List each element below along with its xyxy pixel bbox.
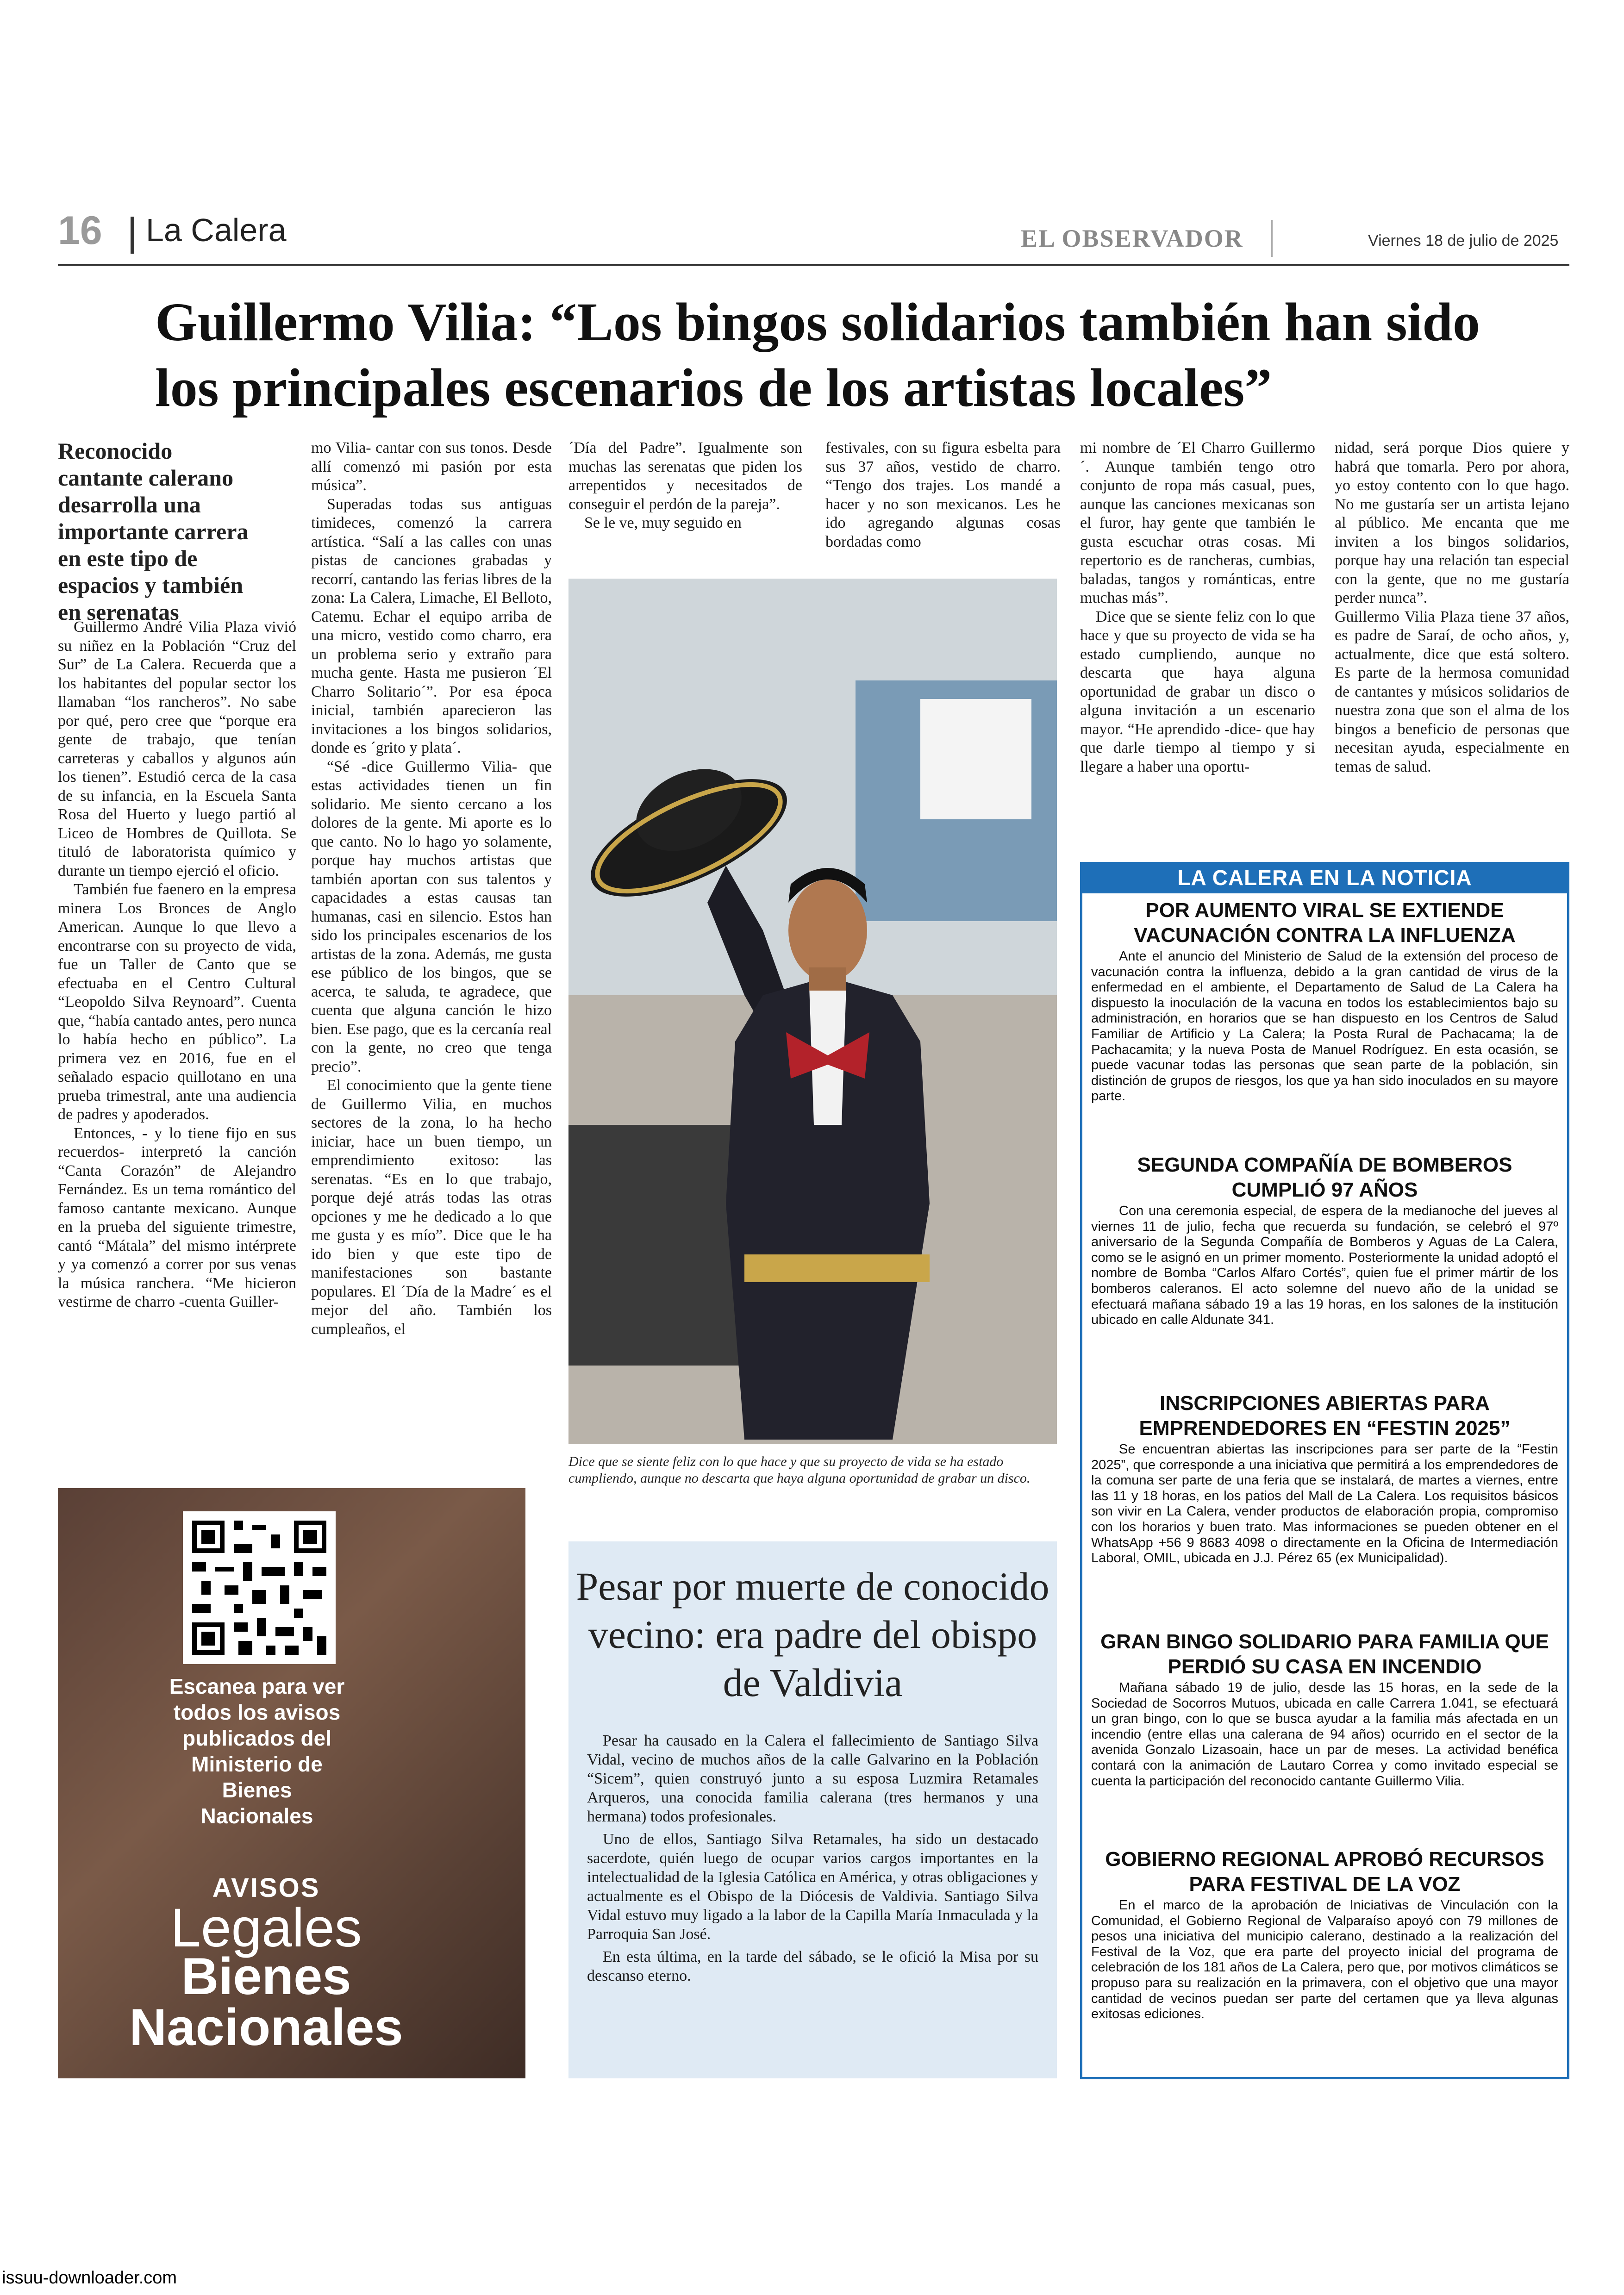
photo-caption: Dice que se siente feliz con lo que hace y que su proyecto de vida se ha estado cumpliendo, aunque no descarta que haya alguna oportunidad de grabar un disco. (568, 1454, 1031, 1486)
ad-bienes: Bienes (181, 1947, 351, 2005)
mariachi-singer-illustration (568, 579, 1057, 1444)
paragraph: “Sé -dice Guillermo Vilia- que estas actividades tienen un fin solidario. Me siento cercano a los dolores de la gente. Mi aporte es lo que canto. No lo hago yo solamente, porque hay muchos artistas que también aportan con sus talentos y capacidades a estas causas tan humanas, casi en silencio. Estos han sido los principales escenarios de los artistas de la zona. Además, me gusta ese público de los bingos, que se acerca, te saluda, te agradece, que cuenta que alguna canción le hizo bien. Ese pago, que es la cercanía real con la gente, no creo que tenga precio”. (311, 758, 552, 1075)
article-column-1 (58, 618, 296, 1312)
news-body (1091, 1442, 1558, 1566)
article-column-3 (568, 439, 802, 533)
bienes-nacionales-ad[interactable] (58, 1488, 525, 2078)
paragraph: Dice que se siente feliz con lo que hace y que su proyecto de vida se ha estado cumpliendo, aunque no descarta que haya alguna oportunidad de grabar un disco o alguna invitación a un escenario mayor. “He aprendido -dice- que hay que darle tiempo al tiempo y si llegare a haber una oportu- (1080, 608, 1315, 775)
paragraph: Se le ve, muy seguido en (584, 514, 742, 531)
news-headline: POR AUMENTO VIRAL SE EXTIENDE VACUNACIÓN CONTRA LA INFLUENZA (1134, 899, 1516, 947)
story2-headline: Pesar por muerte de conocido vecino: era padre del obispo de Valdivia (576, 1564, 1049, 1705)
issue-date: Viernes 18 de julio de 2025 (1368, 232, 1559, 249)
paragraph: mi nombre de ´El Charro Guillermo´. Aunque también tengo otro conjunto de ropa más casual, pues, aunque las canciones mexicanas son el furor, hay gente que también le gusta escuchar otras cosas. Mi repertorio es de rancheras, cumbias, baladas, tangos y románticas, entre muchas más”. (1080, 439, 1315, 606)
article-column-5 (1080, 439, 1315, 776)
paragraph: mo Vilia- cantar con sus tonos. Desde allí comenzó mi pasión por esta música”. (311, 439, 552, 494)
paragraph: En esta última, en la tarde del sábado, se le ofició la Misa por su descanso eterno. (587, 1948, 1038, 1984)
paragraph: Ante el anuncio del Ministerio de Salud de la extensión del proceso de vacunación contra la influenza, debido a la gran cantidad de virus de la enfermedad en el ambiente, el Departamento de Salud de La Calera ha dispuesto la inoculación de la vacuna en todos los establecimientos bajo su administración, en horarios que se han dispuesto en los Centros de Salud Familiar de Artificio y La Calera; la Posta Rural de Pachacama; la de Pachacamita; y la nueva Posta de Manuel Rodríguez. En esta ocasión, se puede vacunar todas las personas que sean parte de la población, sin distinción de grupos de riesgos, los que ya han sido inoculados en su mayore parte. (1091, 949, 1558, 1104)
paragraph: festivales, con su figura esbelta para sus 37 años, vestido de charro. “Tengo dos trajes. Los mandé a hacer y no son mexicanos. Les he ido agregando algunas cosas bordadas como (825, 439, 1061, 550)
ad-nacionales: Nacionales (129, 1998, 403, 2056)
news-body (1091, 1898, 1558, 2022)
article-column-2 (311, 439, 552, 1339)
news-headline: GOBIERNO REGIONAL APROBÓ RECURSOS PARA FESTIVAL DE LA VOZ (1105, 1848, 1544, 1896)
paragraph: Mañana sábado 19 de julio, desde las 15 horas, en la sede de la Sociedad de Socorros Mutuos, ubicada en calle Carrera 1.041, se efectuará un gran bingo, con lo que se busca ayudar a la familia más afectada en un incendio (entre ellas una calerana de 94 años) ocurrido en el sector de la avenida Gonzalo Lizasoain, hace un par de meses. La actividad benéfica contará con la animación de Lautaro Correa y como invitado especial se cuenta la participación del reconocido cantante Guillermo Vilia. (1091, 1680, 1558, 1789)
paragraph: Pesar ha causado en la Calera el fallecimiento de Santiago Silva Vidal, vecino de muchos años de la calle Galvarino en la Población “Sicem”, quien construyó junto a su esposa Luzmira Retamales Arqueros, una conocida familia calerana (tres hermanos y una hermana) todos profesionales. (587, 1732, 1038, 1825)
article-photo (568, 579, 1057, 1444)
paragraph: Guillermo André Vilia Plaza vivió su niñez en la Población “Cruz del Sur” de La Calera. Recuerda que a los habitantes del popular sector los llamaban “los rancheros”. No sabe por qué, pero cree que “porque era gente de trabajo, que tenían carreteras y caballos y algunos aún los tienen”. Estudió cerca de la casa de su infancia, en la Escuela Santa Rosa del Huerto y luego partió al Liceo de Hombres de Quillota. Se tituló de laboratorista químico y durante un tiempo ejerció el oficio. (58, 618, 296, 879)
article-column-4 (825, 439, 1061, 551)
watermark-footer: issuu-downloader.com (2, 2268, 177, 2288)
paragraph: En el marco de la aprobación de Iniciativas de Vinculación con la Comunidad, el Gobierno Regional de Valparaíso apoyó con 79 millones de pesos una iniciativa del municipio calerano, destinado a la realización del Festival de la Voz, que era parte del proyecto inicial del programa de celebración de los 181 años de La Calera, pero que, por motivos climáticos se propuso para su realización en la primavera, con el objetivo que una mayor cantidad de vecinos puedan ser parte del certamen que ya lleva algunas exitosas ediciones. (1091, 1898, 1558, 2022)
news-body (1091, 1204, 1558, 1328)
header-divider (131, 217, 134, 254)
qr-code-icon (183, 1511, 336, 1664)
paragraph: También fue faenero en la empresa minera Los Bronces de Anglo American. Aunque lo que llevo a encontrarse con su proyecto de vida, fue un Taller de Canto que se efectuaba en el Centro Cultural “Leopoldo Silva Reynoard”. Cuenta que, “había cantado antes, pero nunca lo había hecho en público”. La primera vez en 2016, fue en el señalado espacio quillotano en una prueba trimestral, ante una audiencia de padres y apoderados. (58, 881, 296, 1123)
news-headline: GRAN BINGO SOLIDARIO PARA FAMILIA QUE PERDIÓ SU CASA EN INCENDIO (1100, 1630, 1549, 1678)
section-name: La Calera (146, 212, 287, 248)
ad-legales: Legales (170, 1897, 362, 1958)
paragraph: Guillermo Vilia Plaza tiene 37 años, es padre de Saraí, de ocho años, y, actualmente, dice que está soltero. Es parte de la hermosa comunidad de cantantes y músicos solidarios de nuestra zona que son el alma de los bingos a beneficio de personas que necesitan ayuda, especialmente en temas de salud. (1335, 608, 1569, 775)
paragraph: El conocimiento que la gente tiene de Guillermo Vilia, en muchos sectores de la zona, lo ha hecho iniciar, hace un buen tiempo, un emprendimiento exitoso: las serenatas. “Es en lo que trabajo, porque dejé atrás todas las otras opciones y me he dedicado a lo que me gusta y es mío”. Dice que le ha ido bien y que este tipo de manifestaciones son bastante populares. El ´Día de la Madre´ es el mejor del año. También los cumpleaños, el (311, 1077, 552, 1338)
ad-avisos: AVISOS (212, 1873, 320, 1903)
paragraph: Uno de ellos, Santiago Silva Retamales, ha sido un destacado sacerdote, quién luego de ocupar varios cargos importantes en la intelectualidad de la Iglesia Católica en América, y otras obligaciones y actualmente es el Obispo de la Diócesis de Valdivia. Santiago Silva Vidal estuvo muy ligado a la labor de la Capilla María Inmaculada y la Parroquia San José. (587, 1831, 1038, 1943)
paragraph: nidad, será porque Dios quiere y habrá que tomarla. Pero por ahora, yo estoy contento con lo que hago. No me gustaría ser un artista lejano al público. Me encanta que me inviten a los bingos solidarios, porque hay una relación tan especial con la gente, que no me gustaría perder nunca”. (1335, 439, 1569, 606)
paragraph: Con una ceremonia especial, de espera de la medianoche del jueves al viernes 11 de julio, fecha que recuerda su fundación, se celebró el 97º aniversario de la Segunda Compañía de Bomberos y Aguas de La Calera, como se le asignó en un primer momento. Posteriormente la unidad adoptó el nombre de Bomba “Carlos Alfaro Cortés”, quien fue el primer mártir de los bomberos caleranos. El acto solemne del nuevo año de la unidad se efectuará mañana sábado 19 a las 19 horas, en los salones de la institución ubicado en calle Aldunate 341. (1091, 1204, 1558, 1328)
article-deck: Reconocido cantante calerano desarrolla una importante carrera en este tipo de espacios y también en serenatas (58, 438, 249, 625)
page-number: 16 (58, 208, 102, 253)
paragraph: Entonces, - y lo tiene fijo en sus recuerdos- interpretó la canción “Canta Corazón” de Alejandro Fernández. Es un tema romántico del famoso cantante mexicano. Aunque en la prueba del siguiente trimestre, cantó “Mátala” del mismo intérprete y ya comenzó a correr por sus venas la música ranchera. “Me hicieron vestirme de charro -cuenta Guiller- (58, 1124, 296, 1310)
story2-body (587, 1731, 1038, 1985)
paragraph: ´Día del Padre”. Igualmente son muchas las serenatas que piden los arrepentidos y necesitados de conseguir el perdón de la pareja”. (568, 439, 802, 513)
news-body (1091, 1680, 1558, 1789)
qr-code[interactable] (183, 1511, 336, 1664)
paragraph: Superadas todas sus antiguas timideces, comenzó la carrera artística. “Salí a las calles con unas pistas de canciones grabadas y recorrí, cantando las ferias libres de la zona: La Calera, Limache, El Belloto, Catemu. Echar el equipo arriba de una micro, vestido como charro, era un problema serio y extraño para mucha gente. Hasta me pusieron ´El Charro Solitario´”. Por esa época inicial, también aparecieron las invitaciones a los bingos solidarios, donde es ´grito y plata´. (311, 495, 552, 756)
article-headline: Guillermo Vilia: “Los bingos solidarios también han sido los principales escenarios de los artistas locales” (155, 292, 1480, 418)
news-box-title: LA CALERA EN LA NOTICIA (1080, 862, 1569, 893)
news-headline: SEGUNDA COMPAÑÍA DE BOMBEROS CUMPLIÓ 97 AÑOS (1137, 1154, 1512, 1201)
paragraph: Se encuentran abiertas las inscripciones para ser parte de la “Festin 2025”, que corresponde a una iniciativa que permitirá a los emprendedores de la comuna ser parte de una feria que se instalará, de martes a viernes, entre las 11 y 18 horas, en los patios del Mall de La Calera. Los requisitos básicos son vivir en La Calera, vender productos de elaboración propia, compromiso con los horarios y buen trato. Mas informaciones se pueden obtener en el WhatsApp +56 9 8683 4098 o directamente en la Oficina de Intermediación Laboral, OMIL, ubicada en J.J. Pérez 65 (ex Municipalidad). (1091, 1442, 1558, 1566)
ad-scan-text: Escanea para ver todos los avisos publicados del Ministerio de Bienes Nacionales (169, 1674, 345, 1828)
newspaper-name: EL OBSERVADOR (1021, 225, 1243, 252)
news-headline: INSCRIPCIONES ABIERTAS PARA EMPRENDEDORES EN “FESTIN 2025” (1139, 1392, 1511, 1440)
header-rule (58, 264, 1569, 266)
header-divider-right (1271, 220, 1273, 257)
article-column-6 (1335, 439, 1569, 776)
news-body (1091, 949, 1558, 1104)
